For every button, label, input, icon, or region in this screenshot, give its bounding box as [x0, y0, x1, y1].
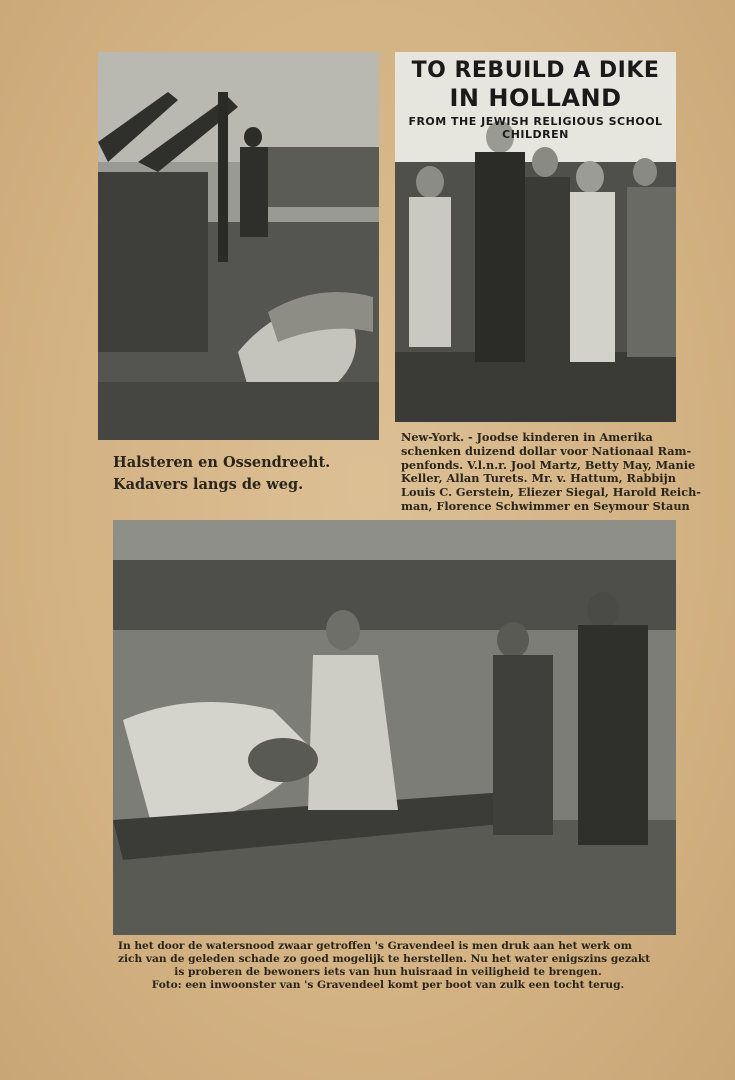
caption-halsteren: [113, 452, 383, 496]
caption-new-york: [401, 430, 701, 514]
caption-right-line-6: man, Florence Schwimmer en Seymour Staun: [401, 498, 690, 513]
caption-left-line-2: Kadavers langs de weg.: [113, 476, 304, 493]
caption-right-line-1: New-York. - Joodse kinderen in Amerika: [401, 430, 653, 444]
caption-bottom-line-4: Foto: een inwoonster van 's Gravendeel komt per boot van zulk een tocht terug.: [151, 979, 625, 991]
caption-right-line-3: penfonds. V.l.n.r. Jool Martz, Betty May, Manie: [401, 457, 696, 472]
caption-right-line-2: schenken duizend dollar voor Nationaal Ram-: [401, 443, 692, 458]
caption-right-line-4: Keller, Allan Turets. Mr. v. Hattum, Rabbijn: [401, 471, 676, 486]
caption-right-line-5: Louis C. Gerstein, Eliezer Siegal, Harold Reich-: [401, 485, 701, 500]
photo-halsteren: [98, 52, 379, 440]
sign-line-2: IN HOLLAND: [449, 84, 622, 112]
caption-bottom-line-3: is proberen de bewoners iets van hun huisraad in veiligheid te brengen.: [174, 966, 602, 978]
caption-bottom-line-1: In het door de watersnood zwaar getroffen 's Gravendeel is men druk aan het werk om: [118, 940, 632, 952]
sign-line-3: FROM THE JEWISH RELIGIOUS SCHOOL CHILDREN: [408, 115, 663, 141]
photo-new-york: [395, 52, 676, 422]
caption-gravendeel: [118, 940, 658, 992]
caption-bottom-line-2: zich van de geleden schade zo goed mogelijk te herstellen. Nu het water enigszins gezakt: [118, 953, 651, 965]
photo-gravendeel: [113, 520, 676, 935]
boat-photo-image: [113, 520, 676, 935]
sign-line-1: TO REBUILD A DIKE: [411, 58, 660, 83]
crane-photo-image: [98, 52, 379, 440]
caption-left-line-1: Halsteren en Ossendreeht.: [113, 454, 331, 471]
